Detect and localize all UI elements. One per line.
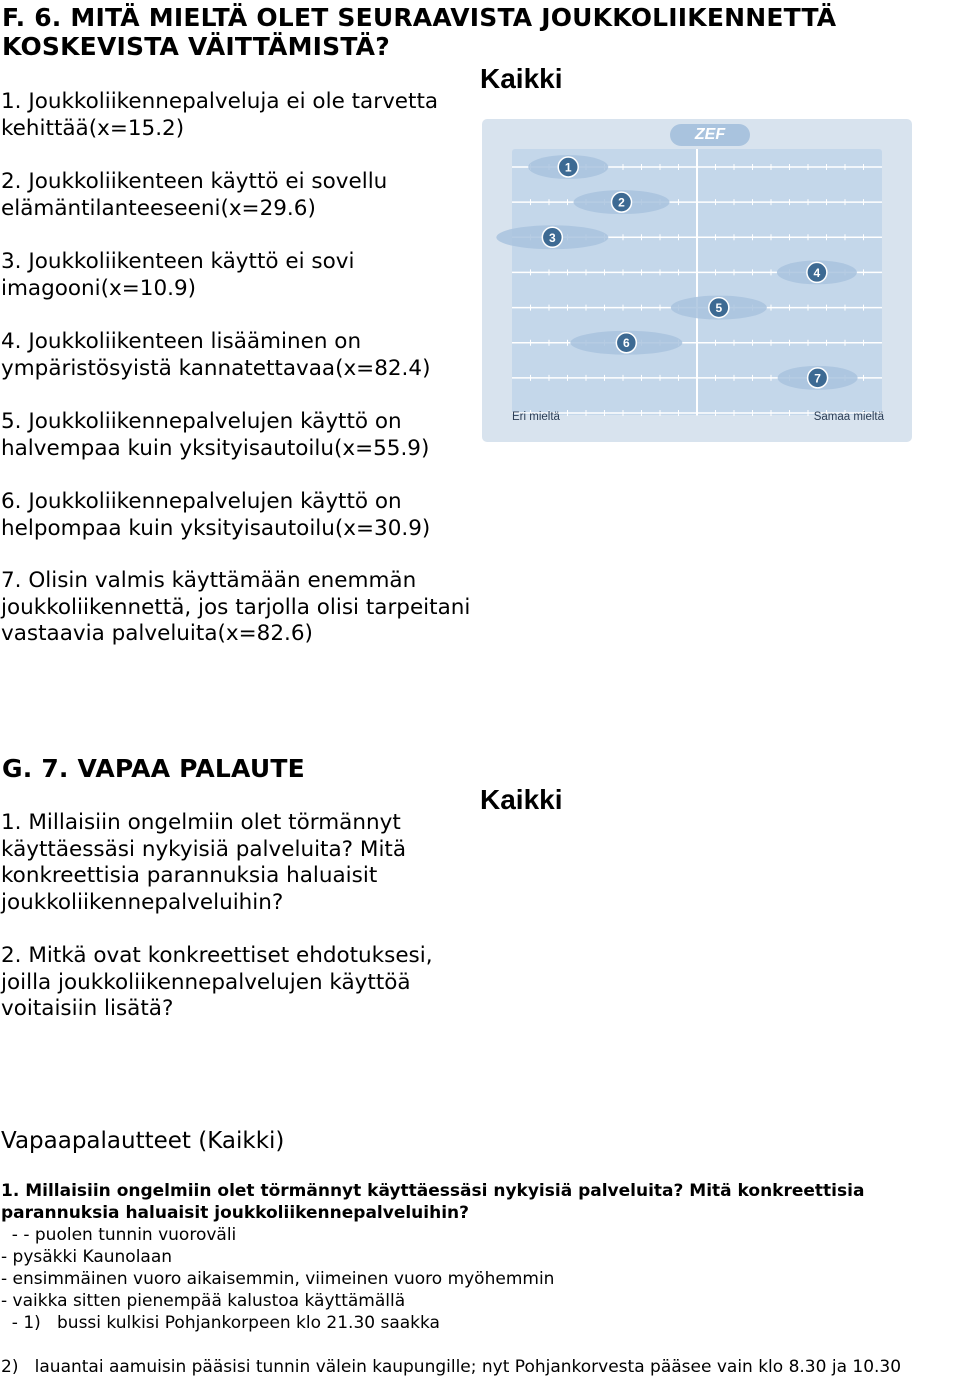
point-label: 5 [715,301,723,316]
kaikki-label: Kaikki [480,63,563,94]
point-label: 3 [548,230,556,245]
section-g-title: G. 7. VAPAA PALAUTE [2,754,305,783]
question-2: 2. Mitkä ovat konkreettiset ehdotuksesi, joilla joukkoliikennepalvelujen käyttöä voitaisiin lisätä? [1,943,433,1021]
point-label: 7 [814,371,821,386]
statement-4: 4. Joukkoliikenteen lisääminen on ympäristösyistä kannatettavaa(x=82.4) [1,329,431,381]
feedback-heading: Vapaapalautteet (Kaikki) [1,1128,285,1154]
statement-2: 2. Joukkoliikenteen käyttö ei sovellu elämäntilanteeseeni(x=29.6) [1,169,388,221]
statement-5: 5. Joukkoliikennepalvelujen käyttö on halvempaa kuin yksityisautoilu(x=55.9) [1,409,430,461]
axis-label-left: Eri mieltä [512,411,560,423]
point-label: 1 [564,160,572,175]
section-f-title-line1: F. 6. MITÄ MIELTÄ OLET SEURAAVISTA JOUKKOLIIKENNETTÄ [2,3,837,32]
section-f-title [2,3,836,61]
zef-chart [482,119,912,442]
zef-logo: ZEF [670,124,750,146]
point-label: 2 [618,195,625,210]
feedback-answer: - - puolen tunnin vuoroväli [1,1225,237,1245]
zef-plot [482,119,912,442]
feedback-answer: - pysäkki Kaunolaan [1,1247,173,1267]
feedback-answer: - ensimmäinen vuoro aikaisemmin, viimeinen vuoro myöhemmin [1,1269,555,1289]
statement-7: 7. Olisin valmis käyttämään enemmän joukkoliikennettä, jos tarjolla olisi tarpeitani vastaavia palveluita(x=82.6) [1,568,471,646]
statement-1: 1. Joukkoliikennepalveluja ei ole tarvetta kehittää(x=15.2) [1,89,439,141]
feedback-question: 1. Millaisiin ongelmiin olet törmännyt käyttäessäsi nykyisiä palveluita? Mitä konkreettisia parannuksia haluaisit joukkoliikennepalveluihin? [1,1181,865,1223]
point-label: 6 [622,336,630,351]
statement-6: 6. Joukkoliikennepalvelujen käyttö on helpompaa kuin yksityisautoilu(x=30.9) [1,489,431,541]
feedback-answer: - 1) bussi kulkisi Pohjankorpeen klo 21.30 saakka [1,1313,440,1333]
feedback-answer: 2) lauantai aamuisin pääsisi tunnin välein kaupungille; nyt Pohjankorvesta pääsee vain klo 8.30 ja 10.30 [1,1357,902,1377]
statement-3: 3. Joukkoliikenteen käyttö ei sovi imagooni(x=10.9) [1,249,355,301]
point-label: 4 [813,265,821,280]
axis-label-right: Samaa mieltä [813,411,884,423]
question-1: 1. Millaisiin ongelmiin olet törmännyt käyttäessäsi nykyisiä palveluita? Mitä konkreettisia parannuksia haluaisit joukkoliikennepalveluihin? [1,810,407,915]
section-f-title-line2: KOSKEVISTA VÄITTÄMISTÄ? [2,32,390,61]
kaikki-label-g: Kaikki [480,784,563,815]
feedback-answer: - vaikka sitten pienempää kalustoa käyttämällä [1,1291,406,1311]
